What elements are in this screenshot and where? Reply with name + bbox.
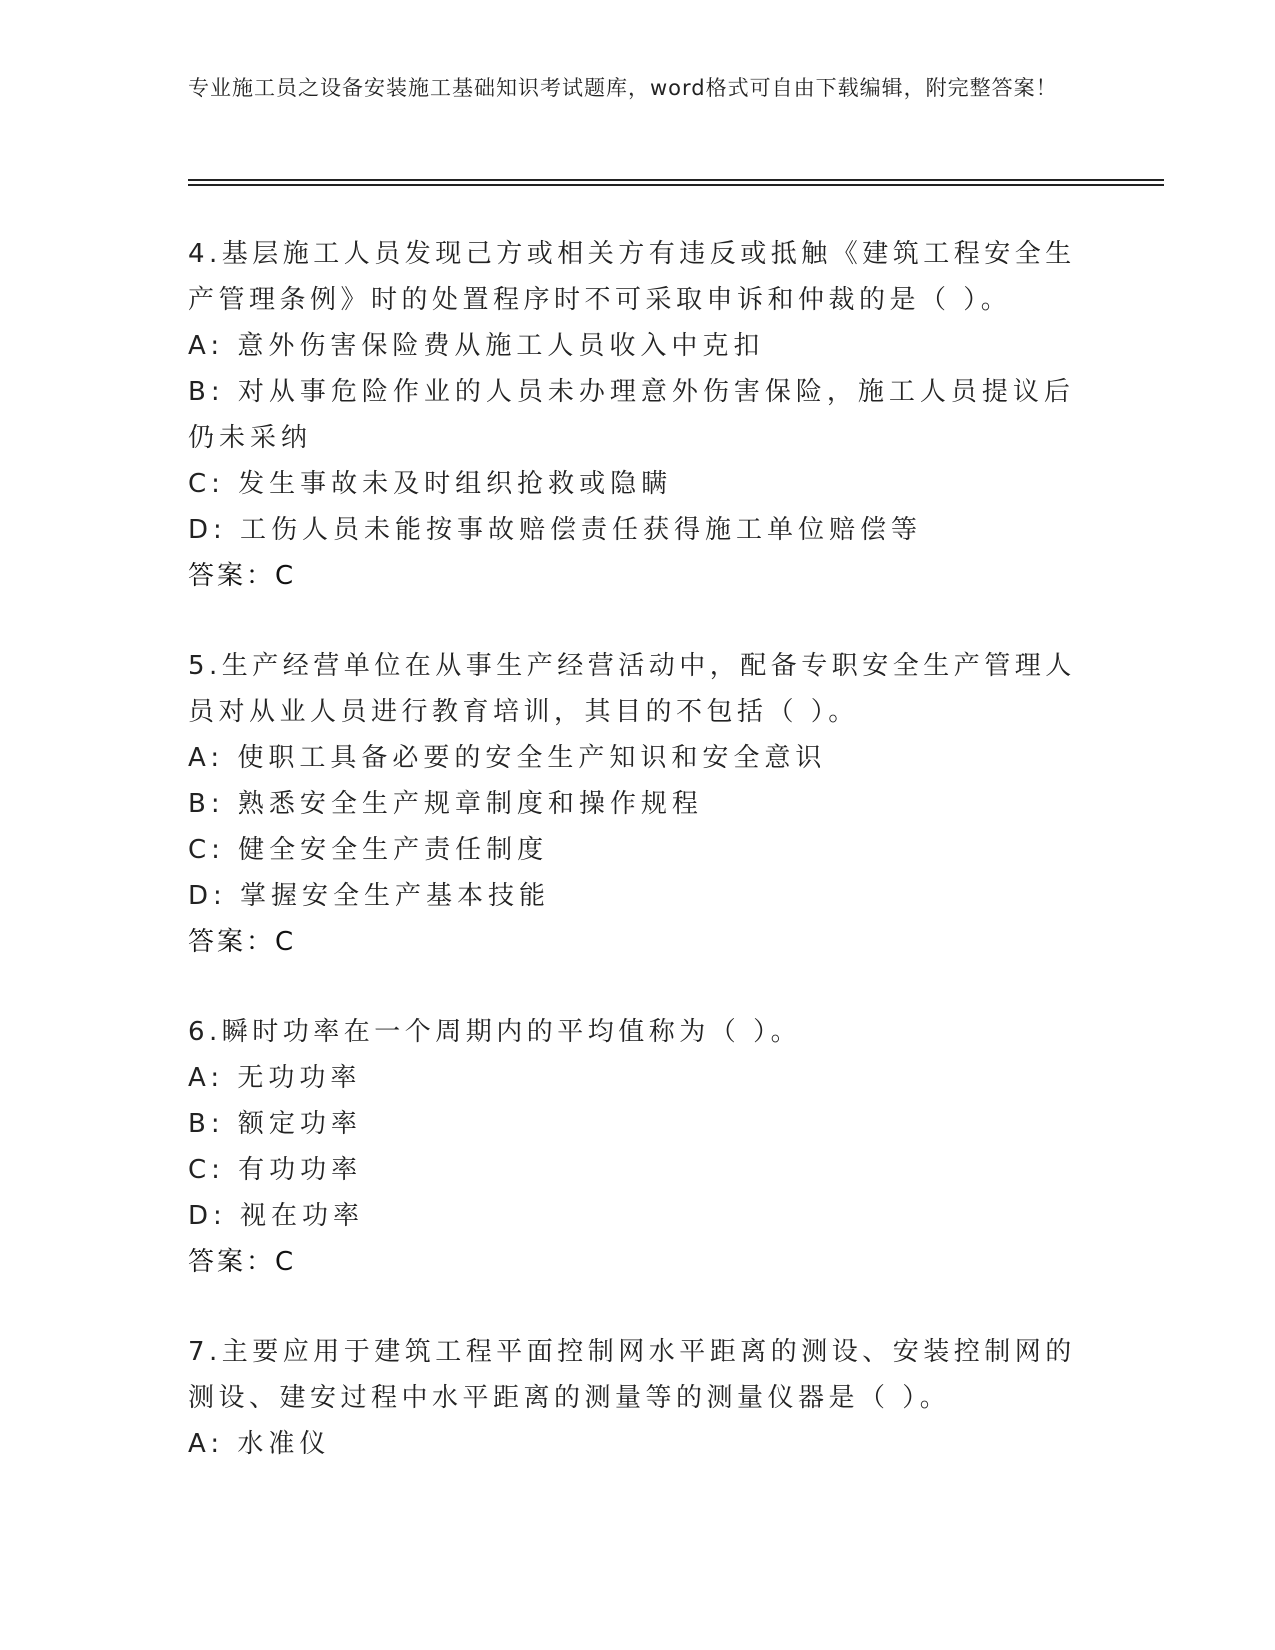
option-d: D: 掌握安全生产基本技能 (188, 881, 551, 911)
option-b: B: 对从事危险作业的人员未办理意外伤害保险，施工人员提议后仍未采纳 (188, 377, 1075, 453)
header-description: 专业施工员之设备安装施工基础知识考试题库，word格式可自由下载编辑，附完整答案！ (188, 76, 1058, 100)
question-stem: 5.生产经营单位在从事生产经营活动中，配备专职安全生产管理人员对从业人员进行教育培训，其目的不包括（ ）。 (188, 651, 1076, 727)
option-d: D: 工伤人员未能按事故赔偿责任获得施工单位赔偿等 (188, 515, 923, 545)
header-divider-top (188, 179, 1164, 181)
question-stem: 4.基层施工人员发现己方或相关方有违反或抵触《建筑工程安全生产管理条例》时的处置程序时不可采取申诉和仲裁的是（ ）。 (188, 239, 1076, 315)
question-list (188, 231, 1088, 1511)
answer-line: 答案：C (188, 561, 297, 591)
question-stem: 6.瞬时功率在一个周期内的平均值称为（ ）。 (188, 1017, 802, 1047)
answer-line: 答案：C (188, 927, 297, 957)
question-6 (188, 1009, 1088, 1285)
option-c: C: 健全安全生产责任制度 (188, 835, 549, 865)
option-c: C: 有功功率 (188, 1155, 363, 1185)
document-header (188, 72, 1068, 105)
question-4 (188, 231, 1088, 599)
question-stem: 7.主要应用于建筑工程平面控制网水平距离的测设、安装控制网的测设、建安过程中水平距离的测量等的测量仪器是（ ）。 (188, 1337, 1076, 1413)
answer-line: 答案：C (188, 1247, 297, 1277)
option-a: A: 使职工具备必要的安全生产知识和安全意识 (188, 743, 827, 773)
option-c: C: 发生事故未及时组织抢救或隐瞒 (188, 469, 673, 499)
option-a: A: 水准仪 (188, 1429, 331, 1459)
header-divider-bottom (188, 184, 1164, 186)
option-b: B: 额定功率 (188, 1109, 362, 1139)
question-5 (188, 643, 1088, 965)
option-a: A: 无功功率 (188, 1063, 362, 1093)
option-a: A: 意外伤害保险费从施工人员收入中克扣 (188, 331, 765, 361)
question-7 (188, 1329, 1088, 1467)
option-d: D: 视在功率 (188, 1201, 365, 1231)
option-b: B: 熟悉安全生产规章制度和操作规程 (188, 789, 703, 819)
